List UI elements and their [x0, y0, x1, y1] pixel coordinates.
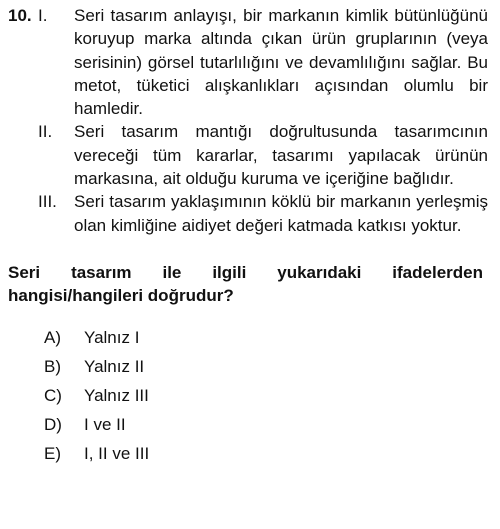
statement-3 — [38, 190, 488, 237]
option-text: Yalnız III — [84, 385, 149, 405]
statement-2 — [38, 120, 488, 190]
option-a[interactable] — [44, 323, 488, 352]
option-letter: B) — [44, 356, 61, 376]
question-stem: Seri tasarım ile ilgili yukarıdaki ifadelerden hangisi/hangileri doğrudur? — [8, 262, 483, 306]
question-number: 10. — [8, 6, 32, 25]
statement-text: Seri tasarım yaklaşımının köklü bir markanın yerleşmiş olan kimliğine aidiyet değeri katmada katkısı yoktur. — [74, 192, 488, 235]
statement-1 — [38, 4, 488, 120]
option-text: I, II ve III — [84, 443, 150, 463]
option-text: I ve II — [84, 414, 126, 434]
statement-numeral: II. — [38, 122, 53, 142]
statement-text: Seri tasarım mantığı doğrultusunda tasarımcının vereceği tüm kararlar, tasarımı yapılacak ürünün markasına, ait olduğu kuruma ve içeriğine bağlıdır. — [74, 122, 488, 189]
option-e[interactable] — [44, 439, 488, 468]
option-letter: C) — [44, 385, 62, 405]
option-c[interactable] — [44, 381, 488, 410]
option-b[interactable] — [44, 352, 488, 381]
statement-text: Seri tasarım anlayışı, bir markanın kimlik bütünlüğünü koruyup marka altında çıkan ürün gruplarının (veya serisinin) görsel tutarlılığını ve devamlılığını sağlar. Bu metot, tüketici alışkanlıkları açısından olumlu bir hamledir. — [74, 6, 488, 119]
answer-options — [44, 323, 488, 468]
question-header — [8, 4, 488, 237]
option-letter: A) — [44, 327, 61, 347]
option-text: Yalnız II — [84, 356, 145, 376]
statement-numeral: I. — [38, 6, 48, 25]
question-10 — [8, 4, 488, 468]
option-text: Yalnız I — [84, 327, 140, 347]
statement-numeral: III. — [38, 192, 57, 212]
statement-list — [38, 4, 488, 237]
option-letter: E) — [44, 443, 61, 463]
option-d[interactable] — [44, 410, 488, 439]
option-letter: D) — [44, 414, 62, 434]
